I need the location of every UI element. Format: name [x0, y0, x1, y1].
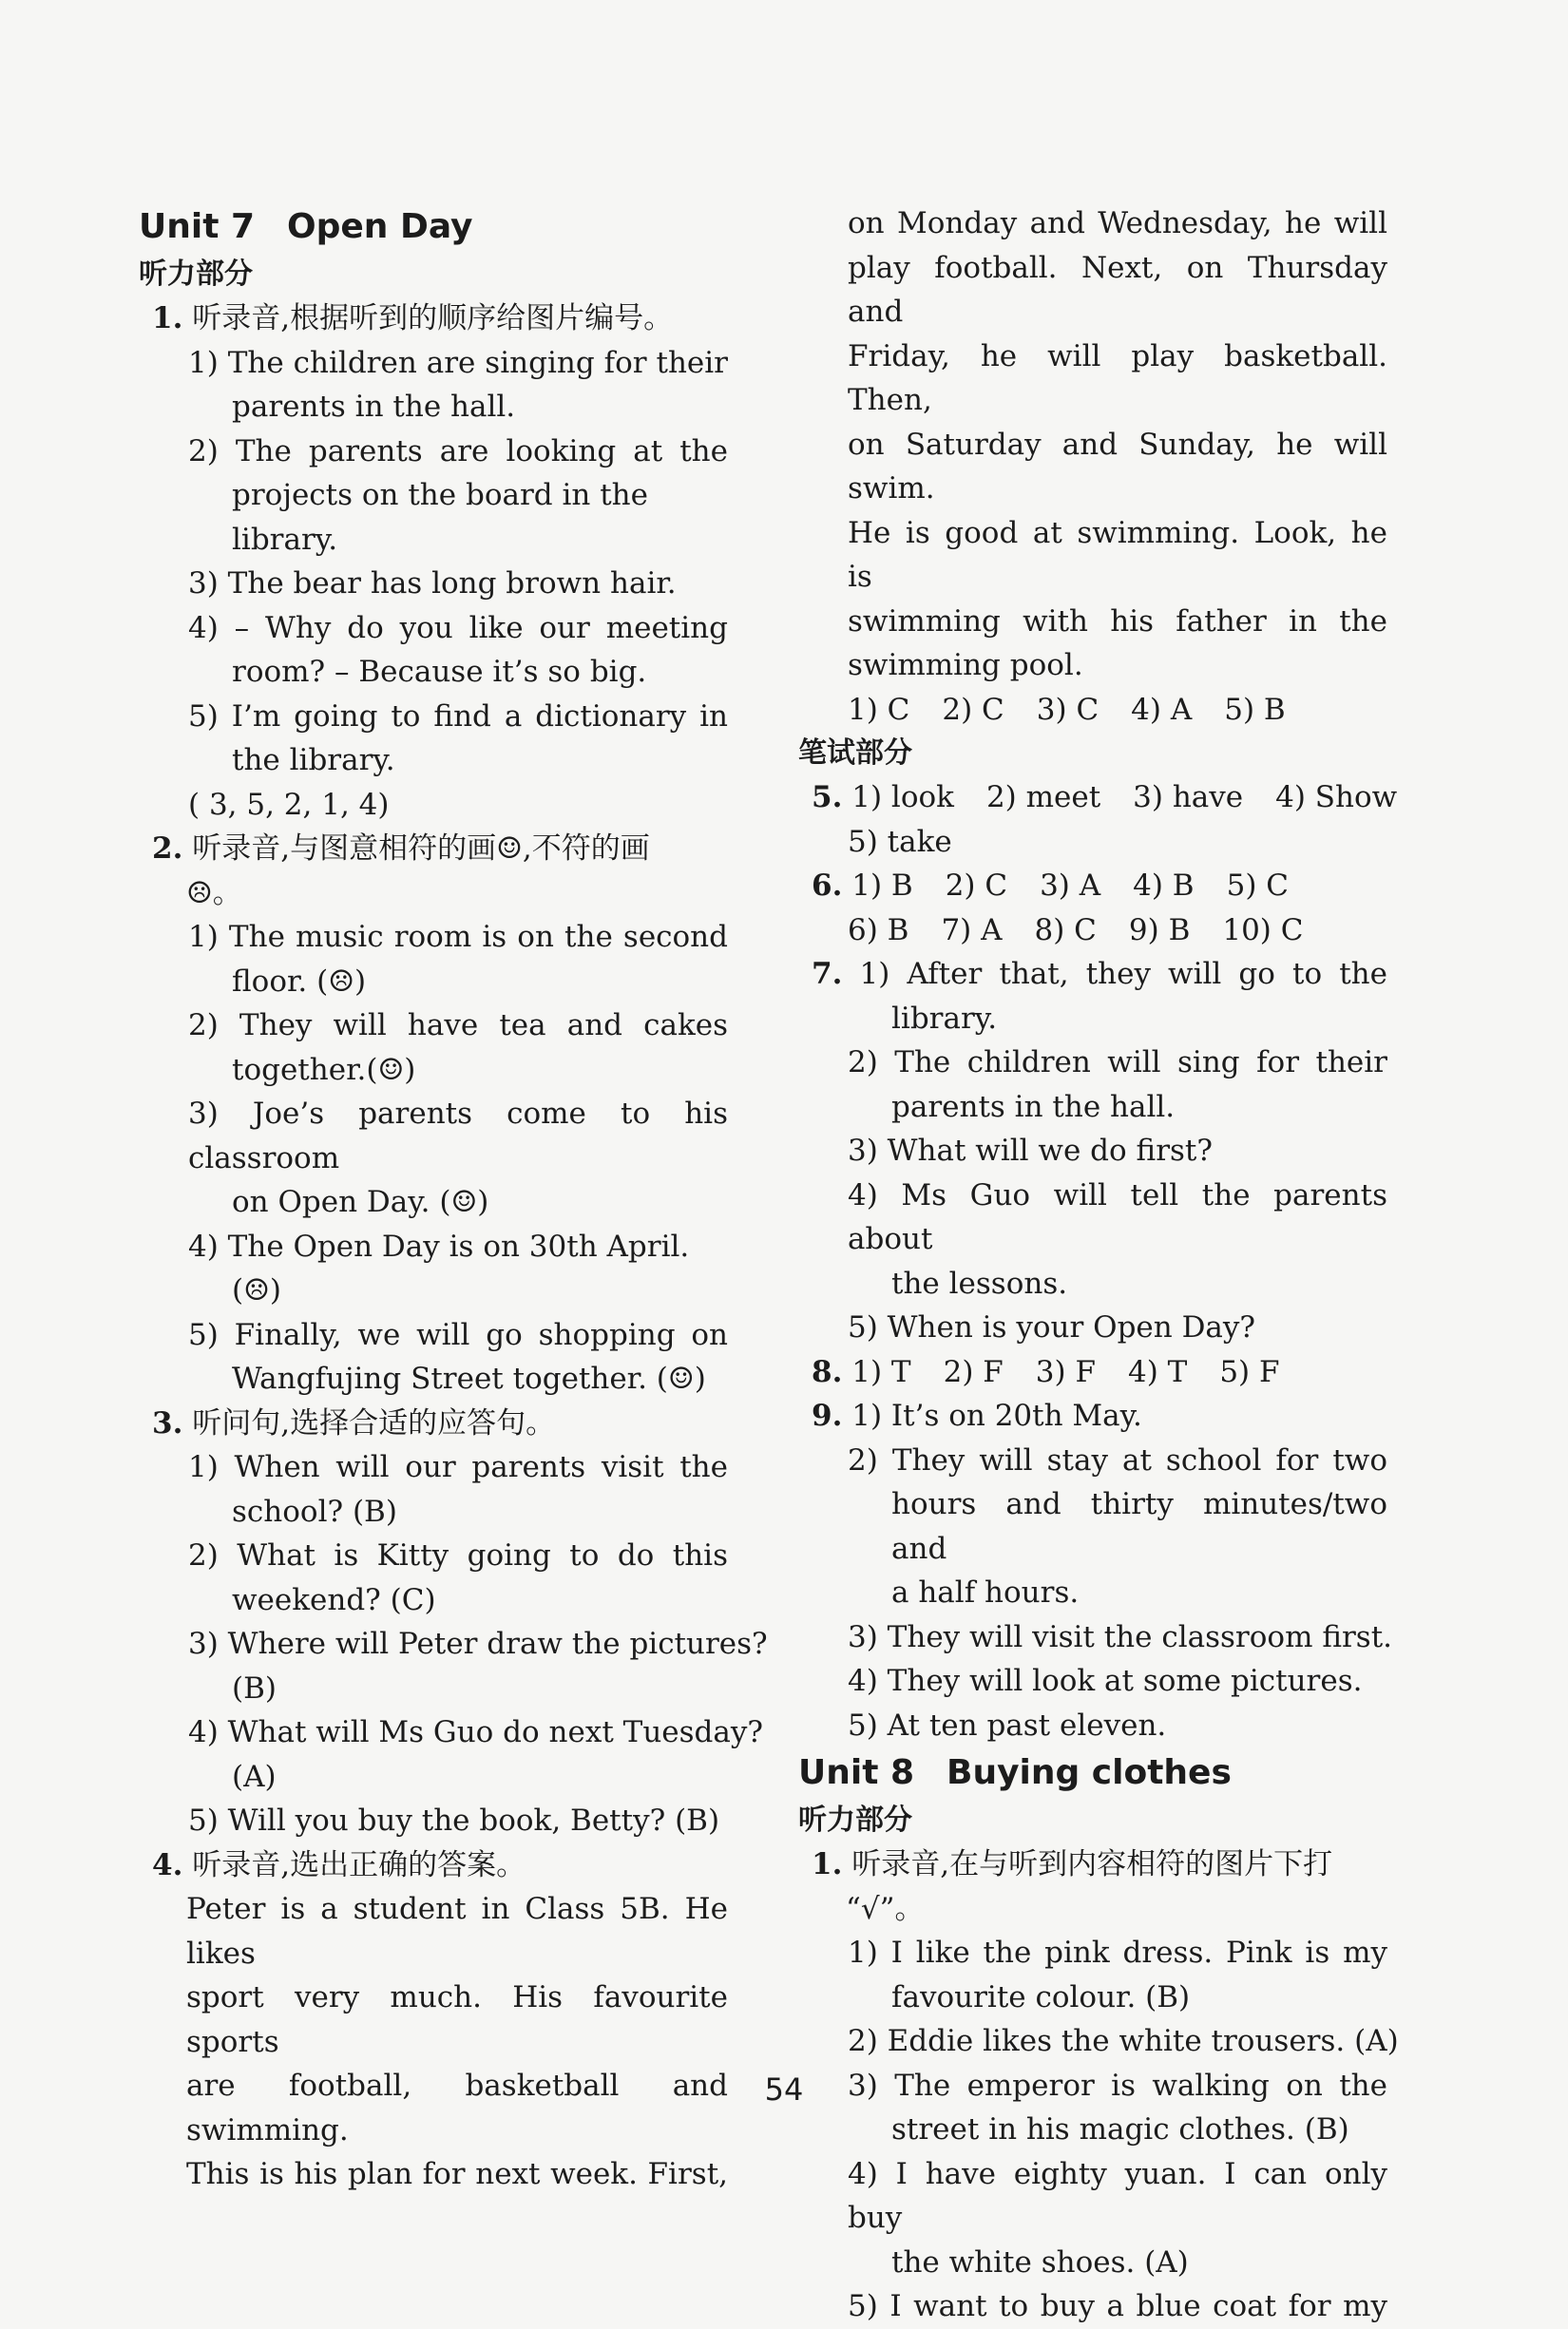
q2-item-5-cont: Wangfujing Street together. (☺)	[232, 1362, 706, 1396]
unit-8-listening-heading: 听力部分	[798, 1804, 912, 1837]
q2-item-1: 1) The music room is on the second	[188, 920, 728, 954]
u8q1-item-2: 2) Eddie likes the white trousers. (A)	[848, 2024, 1399, 2058]
q9-item-1: 9. 1) It’s on 20th May.	[812, 1399, 1142, 1433]
question-4-instruction: 4. 听录音,选出正确的答案。	[152, 1847, 526, 1882]
q6-answers-cont: 6) B 7) A 8) C 9) B 10) C	[848, 912, 1304, 947]
q1-item-5-cont: the library.	[232, 743, 395, 777]
u8q1-item-5: 5) I want to buy a blue coat for my	[848, 2289, 1387, 2323]
q7-item-1-cont: library.	[891, 1001, 998, 1036]
q1-item-5: 5) I’m going to find a dictionary in	[188, 698, 728, 734]
q2-item-3-cont: on Open Day. (☺)	[232, 1185, 489, 1219]
question-1-instruction: 1. 听录音,根据听到的顺序给图片编号。	[152, 301, 674, 335]
q3-item-1-cont: school? (B)	[232, 1494, 397, 1529]
q7-item-2-cont: parents in the hall.	[891, 1089, 1176, 1124]
q9-item-4: 4) They will look at some pictures.	[848, 1664, 1363, 1698]
q1-answer: ( 3, 5, 2, 1, 4)	[188, 787, 390, 822]
q4-passage-line: on Monday and Wednesday, he will	[848, 206, 1387, 240]
q4-passage-line: on Saturday and Sunday, he will swim.	[848, 427, 1387, 506]
q7-item-4: 4) Ms Guo will tell the parents about	[848, 1177, 1387, 1256]
unit-8-question-1-instruction-cont: “√”。	[846, 1891, 925, 1926]
q8-answers: 8. 1) T 2) F 3) F 4) T 5) F	[812, 1354, 1280, 1389]
q2-item-1-cont: floor. (☹)	[232, 964, 367, 999]
q6-answers: 6. 1) B 2) C 3) A 4) B 5) C	[812, 869, 1289, 903]
q9-item-2-cont: hours and thirty minutes/two and	[891, 1487, 1387, 1566]
q1-item-4: 4) – Why do you like our meeting	[188, 610, 728, 645]
writing-section-heading: 笔试部分	[798, 736, 912, 770]
q9-item-2-cont: a half hours.	[891, 1575, 1080, 1610]
q2-item-4-cont: (☹)	[232, 1273, 281, 1308]
unit-8-question-1-instruction: 1. 听录音,在与听到内容相符的图片下打	[812, 1847, 1333, 1881]
q1-item-3: 3) The bear has long brown hair.	[188, 566, 677, 601]
q3-item-2-cont: weekend? (C)	[232, 1582, 436, 1617]
unit-7-title: Unit 7 Open Day	[139, 207, 473, 246]
u8q1-item-1: 1) I like the pink dress. Pink is my	[848, 1936, 1387, 1970]
u8q1-item-4-cont: the white shoes. (A)	[891, 2244, 1189, 2280]
unit-8-title: Unit 8 Buying clothes	[798, 1753, 1232, 1792]
q1-item-2-cont: library.	[232, 522, 338, 557]
q4-passage-line: play football. Next, on Thursday and	[848, 250, 1387, 329]
q4-passage-line: sport very much. His favourite sports	[186, 1980, 728, 2059]
q2-item-2: 2) They will have tea and cakes	[188, 1008, 728, 1042]
u8q1-item-3: 3) The emperor is walking on the	[848, 2068, 1387, 2103]
q4-answers: 1) C 2) C 3) C 4) A 5) B	[848, 692, 1286, 727]
q3-item-3: 3) Where will Peter draw the pictures?	[188, 1627, 768, 1661]
question-2-instruction: 2. 听录音,与图意相符的画☺,不符的画	[152, 831, 650, 866]
q5-answers-cont: 5) take	[848, 824, 952, 859]
q1-item-1: 1) The children are singing for their	[188, 345, 728, 380]
q4-passage-line: swimming with his father in the	[848, 603, 1387, 639]
q7-item-2: 2) The children will sing for their	[848, 1045, 1387, 1079]
q4-passage-line: are football, basketball and swimming.	[186, 2069, 728, 2148]
page-number: 54	[764, 2071, 804, 2108]
q3-item-1: 1) When will our parents visit the	[188, 1450, 728, 1484]
question-3-instruction: 3. 听问句,选择合适的应答句。	[152, 1405, 556, 1441]
q2-item-2-cont: together.(☺)	[232, 1052, 416, 1087]
q7-item-1: 7. 1) After that, they will go to the	[812, 957, 1387, 991]
u8q1-item-1-cont: favourite colour. (B)	[891, 1979, 1191, 2014]
left-column	[139, 201, 768, 2197]
q7-item-4-cont: the lessons.	[891, 1266, 1068, 1301]
q7-item-5: 5) When is your Open Day?	[848, 1310, 1256, 1345]
listening-section-heading: 听力部分	[139, 258, 253, 291]
q5-answers: 5. 1) look 2) meet 3) have 4) Show	[812, 780, 1398, 814]
right-column	[798, 201, 1399, 2329]
q1-item-4-cont: room? – Because it’s so big.	[232, 655, 647, 689]
q4-passage-line: swimming pool.	[848, 648, 1083, 682]
q2-item-5: 5) Finally, we will go shopping on	[188, 1317, 728, 1352]
q4-passage-line: This is his plan for next week. First,	[186, 2157, 728, 2191]
q9-item-3: 3) They will visit the classroom first.	[848, 1619, 1393, 1654]
u8q1-item-3-cont: street in his magic clothes. (B)	[891, 2112, 1349, 2147]
q3-item-3-cont: (B)	[232, 1670, 277, 1706]
q3-item-5: 5) Will you buy the book, Betty? (B)	[188, 1804, 720, 1838]
u8q1-item-4: 4) I have eighty yuan. I can only buy	[848, 2156, 1387, 2235]
q1-item-2: 2) The parents are looking at the	[188, 433, 728, 468]
question-2-instruction-cont: ☹。	[186, 875, 242, 910]
q9-item-2: 2) They will stay at school for two	[848, 1442, 1387, 1478]
q4-passage-line: He is good at swimming. Look, he is	[848, 515, 1387, 594]
q7-item-3: 3) What will we do first?	[848, 1134, 1214, 1168]
q4-passage-line: Peter is a student in Class 5B. He likes	[186, 1892, 728, 1971]
q2-item-4: 4) The Open Day is on 30th April.	[188, 1229, 690, 1264]
q3-item-4-cont: (A)	[232, 1759, 277, 1794]
q1-item-2-cont: projects on the board in the	[232, 478, 648, 512]
q3-item-2: 2) What is Kitty going to do this	[188, 1538, 728, 1573]
q3-item-4: 4) What will Ms Guo do next Tuesday?	[188, 1715, 763, 1749]
q4-passage-line: Friday, he will play basketball. Then,	[848, 338, 1387, 417]
q2-item-3: 3) Joe’s parents come to his classroom	[188, 1097, 728, 1175]
q1-item-1-cont: parents in the hall.	[232, 390, 516, 424]
q9-item-5: 5) At ten past eleven.	[848, 1708, 1167, 1743]
